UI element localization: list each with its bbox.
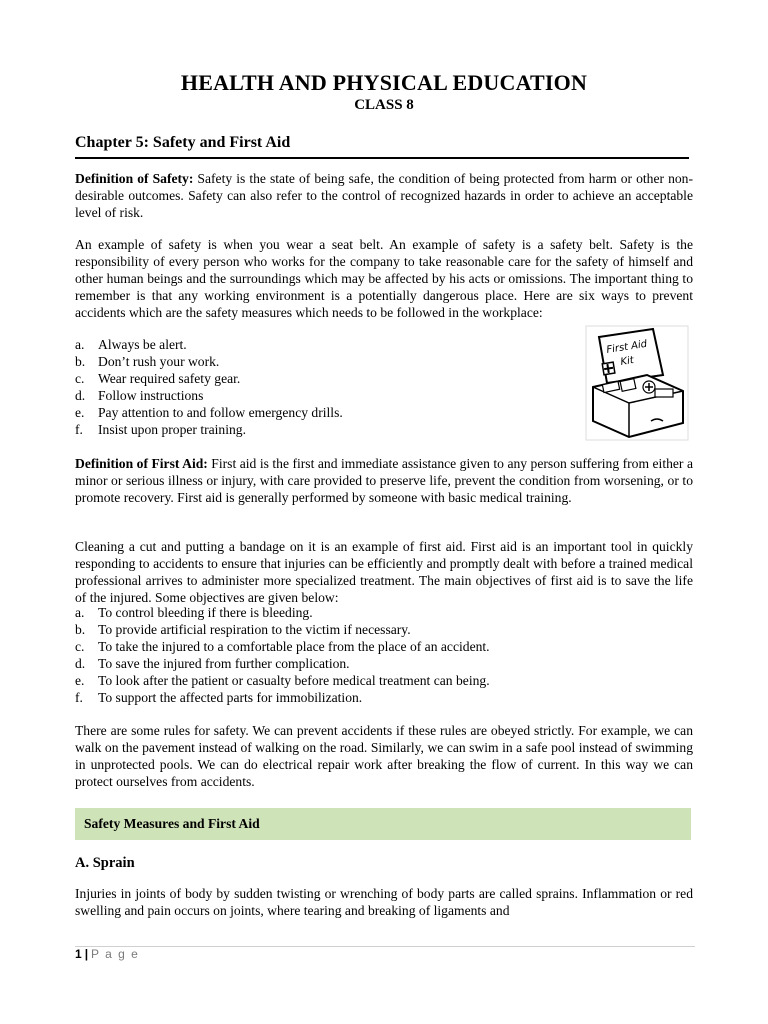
class-label: CLASS 8: [354, 97, 414, 113]
page-label: P a g e: [91, 947, 140, 961]
first-aid-kit-illustration: [585, 325, 689, 441]
page-footer: [75, 947, 139, 961]
safety-definition-text: Safety is the state of being safe, the condition of being protected from harm or other non-desirable outcomes. Safety can also refer to the control of recognized hazards in order to achieve an acceptable level of risk.: [75, 171, 693, 220]
list-item: d. Follow instructions: [75, 388, 204, 403]
safety-example-paragraph: An example of safety is when you wear a seat belt. An example of safety is a safety belt. Safety is the responsibility of every person who works for the company to take reasonable care for the safety of himself and other human beings and the surroundings which may be affected by his acts or omissions. The important thing to remember is that any working environment is a potentially dangerous place. Here are six ways to prevent accidents which are the safety measures which needs to be followed in the workplace:: [75, 237, 693, 320]
list-item: e. Pay attention to and follow emergency drills.: [75, 405, 343, 420]
sprain-heading: A. Sprain: [75, 855, 135, 871]
chapter-heading: Chapter 5: Safety and First Aid: [75, 134, 291, 151]
first-aid-example-paragraph: Cleaning a cut and putting a bandage on it is an example of first aid. First aid is an important tool in quickly responding to accidents to ensure that injuries can be efficiently and promptly dealt with before a trained medical professional arrives to administer more specialized treatment. The main objectives of first aid is to save the life of the injured. Some objectives are given below:: [75, 539, 693, 605]
chapter-divider: [75, 157, 689, 159]
safety-definition-paragraph: [75, 170, 693, 221]
sprain-paragraph: Injuries in joints of body by sudden twisting or wrenching of body parts are called sprains. Inflammation or red swelling and pain occurs on joints, where tearing and breaking of ligaments and: [75, 886, 693, 918]
section-banner: Safety Measures and First Aid: [75, 808, 691, 840]
first-aid-definition-paragraph: [75, 455, 693, 506]
list-item: a. Always be alert.: [75, 337, 187, 352]
list-item: c. Wear required safety gear.: [75, 371, 241, 386]
page-number: 1: [75, 947, 82, 961]
footer-divider: [75, 946, 695, 947]
list-item: f. To support the affected parts for immobilization.: [75, 690, 363, 705]
document-title: HEALTH AND PHYSICAL EDUCATION: [180, 70, 588, 95]
kit-label-line2: Kit: [619, 355, 635, 368]
kit-label-line1: First Aid: [605, 338, 648, 356]
safety-definition-term: Definition of Safety:: [75, 171, 194, 186]
list-item: e. To look after the patient or casualty before medical treatment can being.: [75, 673, 490, 688]
first-aid-definition-text: First aid is the first and immediate assistance given to any person suffering from either a minor or serious illness or injury, with care provided to preserve life, prevent the condition from worsening, or to promote recovery. First aid is generally performed by someone with basic medical training.: [75, 456, 693, 505]
safety-ways-list: [75, 336, 575, 438]
first-aid-objectives-list: [75, 604, 693, 706]
list-item: b. Don’t rush your work.: [75, 354, 220, 369]
list-item: a. To control bleeding if there is bleeding.: [75, 605, 313, 620]
list-item: f. Insist upon proper training.: [75, 422, 246, 437]
first-aid-definition-term: Definition of First Aid:: [75, 456, 208, 471]
footer-separator: |: [84, 947, 89, 961]
list-item: b. To provide artificial respiration to the victim if necessary.: [75, 622, 411, 637]
list-item: c. To take the injured to a comfortable place from the place of an accident.: [75, 639, 490, 654]
rules-paragraph: There are some rules for safety. We can prevent accidents if these rules are obeyed strictly. For example, we can walk on the pavement instead of walking on the road. Similarly, we can swim in a safe pool instead of swimming in unprotected pools. We can do electrical repair work after breaking the flow of current. In this way we can protect ourselves from accidents.: [75, 723, 693, 789]
list-item: d. To save the injured from further complication.: [75, 656, 350, 671]
